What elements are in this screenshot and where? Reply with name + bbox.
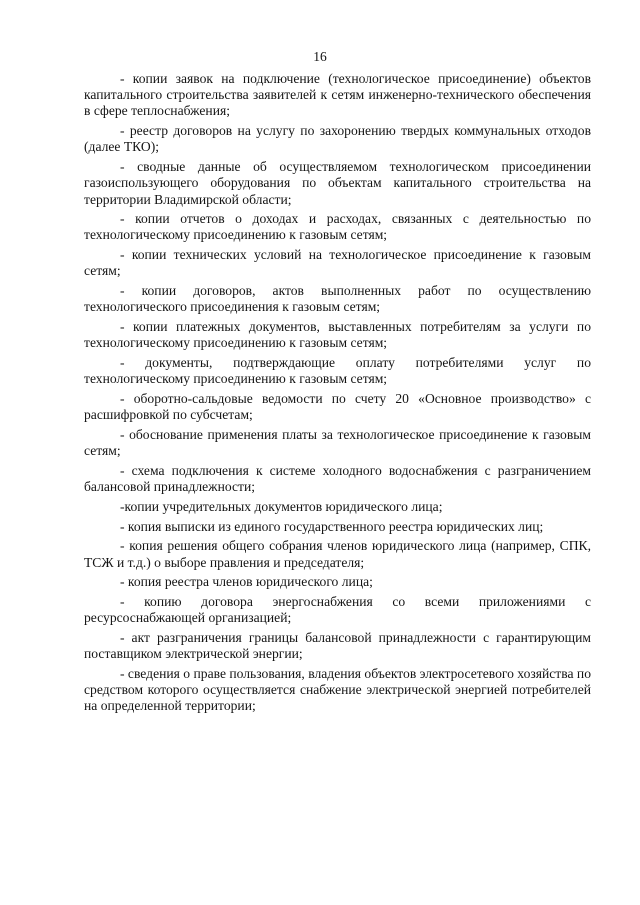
list-item: - копии отчетов о доходах и расходах, связанных с деятельностью по технологическому присоединению к газовым сетям; <box>84 211 591 243</box>
list-item: -копии учредительных документов юридического лица; <box>120 498 443 514</box>
list-item: - оборотно-сальдовые ведомости по счету 20 «Основное производство» с расшифровкой по субсчетам; <box>84 391 591 423</box>
list-item: - сводные данные об осуществляемом технологическом присоединении газоиспользующего оборудования по объектам капитального строительства на территории Владимирской области; <box>84 159 591 207</box>
document-body <box>84 71 591 718</box>
list-item: - схема подключения к системе холодного водоснабжения с разграничением балансовой принадлежности; <box>84 462 591 495</box>
list-item: - копию договора энергоснабжения со всеми приложениями с ресурсоснабжающей организацией; <box>84 594 591 626</box>
list-item: - копии заявок на подключение (технологическое присоединение) объектов капитального строительства заявителей к сетям инженерно-технического обеспечения в сфере теплоснабжения; <box>84 71 591 119</box>
list-item: - обоснование применения платы за технологическое присоединение к газовым сетям; <box>84 426 591 459</box>
list-item: - копия выписки из единого государственного реестра юридических лиц; <box>120 518 544 534</box>
list-item: - копии договоров, актов выполненных работ по осуществлению технологического присоединения к газовым сетям; <box>84 283 591 315</box>
list-item: - сведения о праве пользования, владения объектов электросетевого хозяйства по средством которого осуществляется снабжение электрической энергией потребителей на определенной территории; <box>84 666 591 714</box>
page-number: 16 <box>313 49 327 64</box>
list-item: - копия реестра членов юридического лица; <box>120 574 373 590</box>
list-item: - акт разграничения границы балансовой принадлежности с гарантирующим поставщиком электрической энергии; <box>84 630 591 662</box>
list-item: - реестр договоров на услугу по захоронению твердых коммунальных отходов (далее ТКО); <box>84 123 591 155</box>
list-item: - копии платежных документов, выставленных потребителям за услуги по технологическому присоединению к газовым сетям; <box>84 319 591 351</box>
list-item: - копии технических условий на технологическое присоединение к газовым сетям; <box>84 247 591 279</box>
list-item: - документы, подтверждающие оплату потребителями услуг по технологическому присоединению к газовым сетям; <box>84 355 591 387</box>
list-item: - копия решения общего собрания членов юридического лица (например, СПК, ТСЖ и т.д.) о выборе правления и председателя; <box>84 538 591 570</box>
